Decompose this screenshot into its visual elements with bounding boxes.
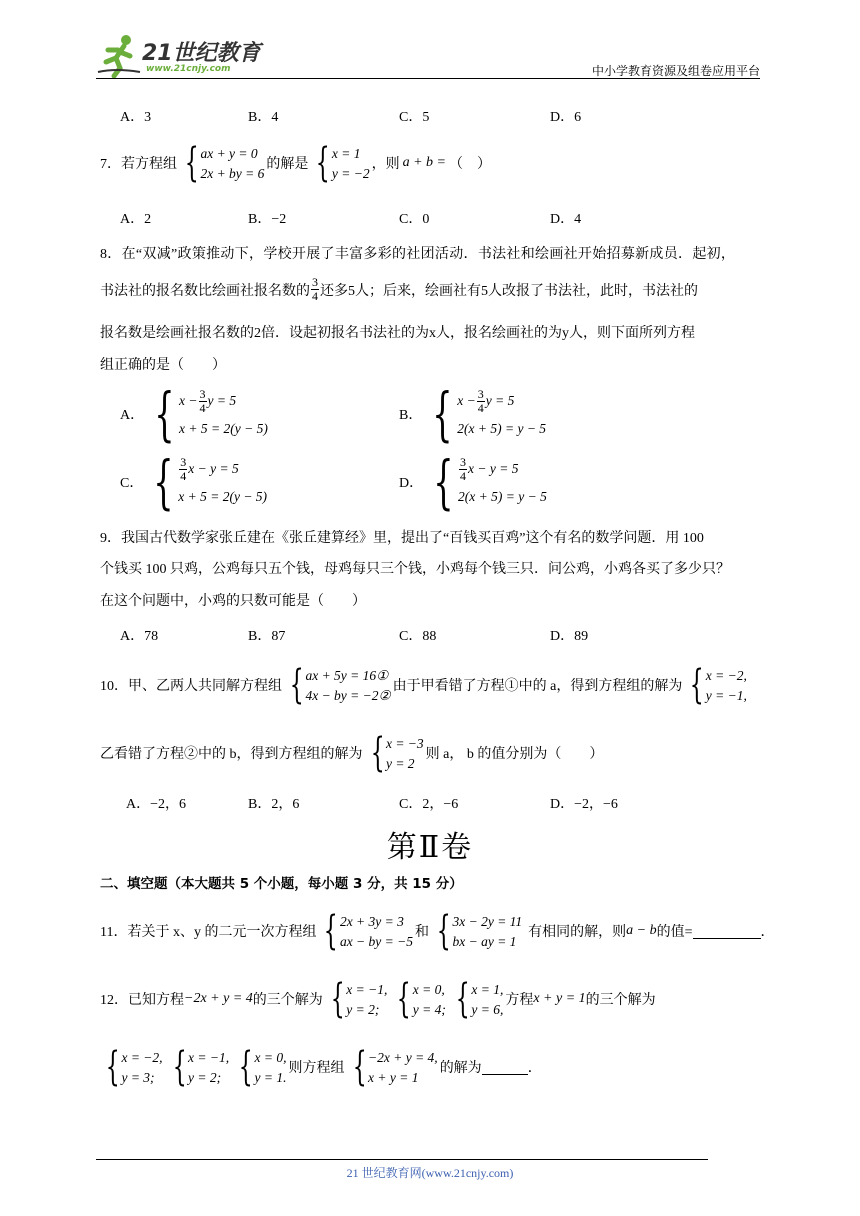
q10-line1: 10．甲、乙两人共同解方程组 { ax + 5y = 16① 4x − by = −2② 由于甲看错了方程①中的 a，得到方程组的解为 { x = −2, y = −1, <box>100 662 747 708</box>
q9-line1: 9．我国古代数学家张丘建在《张丘建算经》里，提出了“百钱买百鸡”这个有名的数学问题．用 100 <box>100 531 704 546</box>
q8-line1: 8．在“双减”政策推动下，学校开展了丰富多彩的社团活动．书法社和绘画社开始招募新成员．起初， <box>100 247 736 262</box>
q11-answer-blank[interactable] <box>693 924 761 939</box>
footer-text[interactable]: 21 世纪教育网(www.21cnjy.com) <box>346 1166 514 1180</box>
site-logo <box>96 30 266 76</box>
runner-logo-icon <box>96 32 142 78</box>
q8-line2 <box>100 276 698 303</box>
q7-number: 7． <box>100 157 121 172</box>
option-d[interactable]: D．6 <box>550 110 582 125</box>
option-d[interactable]: D．4 <box>550 212 582 227</box>
q8-option-b[interactable]: B． { x − $\frac{3}{4}$ y = 5 2(x + 5) = y − 5 <box>399 380 547 448</box>
footer-rule <box>96 1159 708 1160</box>
q12-line2: { x = −2, y = 3; { x = −1, y = 2; { x = 0, y = 1. 则方程组 { −2x + y = 4, x + y = 1 的解为 ． <box>105 1044 542 1090</box>
q7-eq2: 2x + by = 6 <box>200 165 265 181</box>
option-a[interactable]: A．−2，6 <box>126 797 187 812</box>
header <box>96 30 760 80</box>
q8-option-d[interactable]: D． { $\frac{3}{4}$ x − y = 5 2(x + 5) = y − 5 <box>399 448 547 516</box>
logo-url: www.21cnjy.com <box>146 64 231 74</box>
option-c[interactable]: C．0 <box>399 212 430 227</box>
option-d[interactable]: D．−2，−6 <box>550 797 618 812</box>
option-c[interactable]: C．2，−6 <box>399 797 459 812</box>
option-b[interactable]: B．−2 <box>248 212 287 227</box>
part2-heading: 二、填空题（本大题共 5 个小题，每小题 3 分，共 15 分） <box>100 876 463 892</box>
q8-option-a[interactable]: A． { x − $\frac{3}{4}$ y = 5 x + 5 = 2(y − 5) <box>120 380 268 448</box>
q7-paren: （ ） <box>449 157 491 172</box>
header-rule <box>96 78 760 79</box>
q7-system: { ax + y = 0 2x + by = 6 <box>184 140 265 186</box>
q12-answer-blank[interactable] <box>482 1060 528 1075</box>
question-7 <box>100 140 491 186</box>
q8-fraction: $\frac{3}{4}$ <box>312 275 318 303</box>
logo-text: 21世纪教育 <box>142 41 261 66</box>
q7-sol2: y = −2 <box>331 165 370 181</box>
q8-line2-pre: 书法社的报名数比绘画社报名数的 <box>100 283 310 299</box>
q7-sol1: x = 1 <box>331 145 361 161</box>
option-a[interactable]: A．78 <box>120 629 159 644</box>
option-b[interactable]: B．4 <box>248 110 279 125</box>
q8-line2-post: 还多5人；后来，绘画社有5人改报了书法社，此时，书法社的 <box>320 283 698 299</box>
q7-mid: 的解是 <box>266 157 309 172</box>
q12-line1: 12．已知方程 −2x + y = 4 的三个解为 { x = −1, y = 2; { x = 0, y = 4; { x = 1, y = 6, 方程 x + y = 1 的三个解为 <box>100 976 656 1022</box>
question-11: 11．若关于 x、y 的二元一次方程组 { 2x + 3y = 3 ax − by = −5 和 { 3x − 2y = 11 bx − ay = 1 有相同的解，则 a − b 的值= ． <box>100 908 775 954</box>
q7-solution: { x = 1 y = −2 <box>316 140 370 186</box>
q7-pre: 若方程组 <box>121 157 177 172</box>
q7-eq1: ax + y = 0 <box>200 145 258 161</box>
q8-option-c[interactable]: C． { $\frac{3}{4}$ x − y = 5 x + 5 = 2(y − 5) <box>120 448 268 516</box>
option-a[interactable]: A．2 <box>120 212 152 227</box>
option-b[interactable]: B．87 <box>248 629 286 644</box>
q9-line2: 个钱买 100 只鸡，公鸡每只五个钱，母鸡每只三个钱，小鸡每个钱三只．问公鸡，小鸡各买了多少只？ <box>100 562 730 577</box>
q9-line3: 在这个问题中，小鸡的只数可能是（ ） <box>100 594 366 609</box>
option-a[interactable]: A．3 <box>120 110 152 125</box>
q7-post: ，则 <box>371 157 400 172</box>
q8-line3: 报名数是绘画社报名数的2倍．设起初报名书法社的为x人，报名绘画社的为y人，则下面所列方程 <box>100 326 695 341</box>
option-b[interactable]: B．2，6 <box>248 797 300 812</box>
option-c[interactable]: C．88 <box>399 629 437 644</box>
section-title: 第Ⅱ卷 <box>386 831 474 864</box>
q10-line2: 乙看错了方程②中的 b，得到方程组的解为 { x = −3 y = 2 则 a， b 的值分别为（ ） <box>100 730 604 776</box>
option-d[interactable]: D．89 <box>550 629 589 644</box>
q7-expr: a + b = <box>402 155 446 170</box>
q8-line4: 组正确的是（ ） <box>100 358 226 373</box>
header-right-text: 中小学教育资源及组卷应用平台 <box>591 64 760 78</box>
option-c[interactable]: C．5 <box>399 110 430 125</box>
